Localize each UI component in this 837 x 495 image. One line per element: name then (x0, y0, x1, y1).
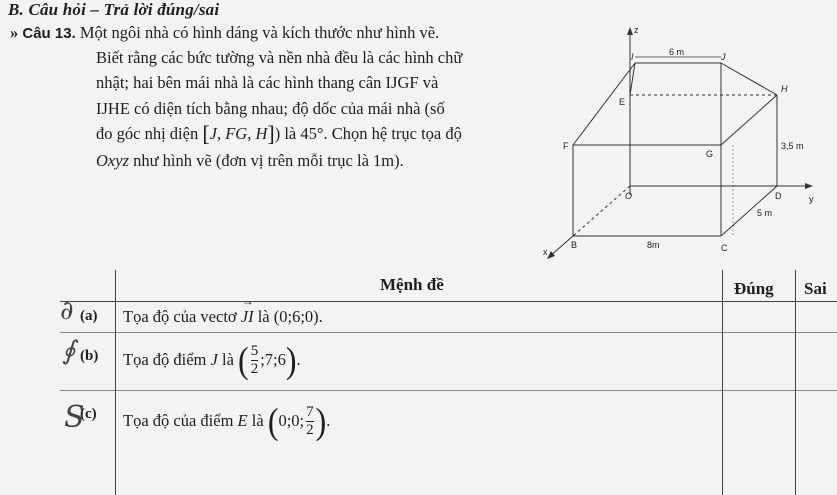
section-title: B. Câu hỏi – Trả lời đúng/sai (8, 0, 220, 19)
header-true: Đúng (734, 279, 774, 298)
row-c-text-b: là (251, 411, 264, 430)
row-c-text-a: Tọa độ của điểm (123, 411, 234, 430)
bullet: » (10, 23, 19, 42)
question-line-6 (96, 148, 404, 173)
label-z: z (634, 25, 639, 35)
row-b-rest: ;7;6 (260, 350, 286, 369)
label-3-5m: 3,5 m (781, 141, 804, 151)
question-line-1 (10, 20, 439, 46)
question-line-3: nhật; hai bên mái nhà là các hình thang cân IJGF và (96, 73, 439, 92)
angle-value: 45° (300, 124, 324, 143)
edge-FI (573, 63, 635, 145)
edge-GH (721, 95, 777, 145)
z-arrow (627, 27, 633, 35)
label-F: F (563, 141, 569, 151)
table-col-divider-2 (722, 270, 723, 495)
table-row-line-2 (60, 332, 837, 333)
row-c-lead: 0;0; (278, 411, 305, 430)
label-G: G (706, 149, 714, 159)
house-figure (543, 25, 828, 265)
q6-text-b: như hình vẽ (đơn vị trên mỗi trục là 1m). (128, 151, 404, 170)
row-c-den: 2 (306, 421, 314, 438)
row-c-end: . (326, 411, 331, 430)
row-c-point: E (237, 411, 248, 430)
label-E: E (619, 97, 626, 107)
handwritten-mark-c: S (64, 400, 85, 435)
handwritten-mark-a: ∂ (60, 296, 74, 326)
x-axis-dashed (573, 186, 633, 236)
question-line-4: IJHE có diện tích bằng nhau; độ dốc của mái nhà (số (96, 99, 445, 118)
dihedral-angle: J, FG, H (209, 124, 268, 143)
question-line-2: Biết rằng các bức tường và nền nhà đều là các hình chữ (96, 48, 463, 67)
row-c-label: (c) (80, 406, 97, 422)
table-row-line-1 (60, 301, 837, 302)
table-col-divider-3 (795, 270, 796, 495)
edge-JH (721, 63, 777, 95)
q5-text-b: ) là (274, 124, 297, 143)
row-b-text-a: Tọa độ điểm (123, 350, 207, 369)
label-D: D (775, 191, 782, 201)
row-c-num: 7 (306, 403, 314, 420)
axis-system: Oxyz (96, 151, 129, 170)
label-6m: 6 m (669, 47, 685, 57)
row-b-point: J (210, 350, 218, 369)
table-col-divider-1 (115, 270, 116, 495)
label-O: O (625, 191, 633, 201)
label-8m: 8m (647, 240, 660, 250)
row-b-den: 2 (250, 360, 259, 377)
header-false: Sai (804, 279, 827, 298)
row-b-label: (b) (80, 348, 99, 364)
y-arrow (805, 183, 813, 189)
row-b-text-b: là (221, 350, 234, 369)
label-B: B (571, 240, 578, 250)
row-a-vector: → JI (241, 307, 254, 327)
row-c-fraction (306, 404, 314, 439)
handwritten-mark-b: ∮ (62, 336, 76, 366)
question-number: Câu 13. (22, 25, 76, 42)
row-a-text (123, 304, 323, 330)
row-c-text: Tọa độ của điểm E là ( 0;0; $\frac{7}{2}$ ) . (123, 400, 331, 442)
row-b-text: Tọa độ điểm J là ( $\frac{5}{2}$ ;7;6 ) . (123, 339, 301, 381)
label-H: H (781, 84, 788, 94)
q5-text-c: . Chọn hệ trục tọa độ (323, 124, 462, 143)
row-a-text-a: Tọa độ của vectơ (123, 307, 237, 326)
label-5m: 5 m (757, 208, 773, 218)
question-text-1: Một ngôi nhà có hình dáng và kích thước như hình vẽ. (79, 23, 440, 42)
table-row-line-3 (60, 390, 837, 391)
label-I: I (631, 52, 634, 62)
row-a-value: (0;6;0). (273, 307, 323, 326)
row-b-end: . (296, 350, 301, 369)
question-line-5: đo góc nhị diện [J, FG, H]) là 45°. Chọn hệ trục tọa độ (96, 121, 462, 146)
label-x: x (543, 247, 548, 257)
header-statement: Mệnh đề (380, 275, 444, 294)
q5-text-a: đo góc nhị diện (96, 124, 199, 143)
label-J: J (721, 52, 726, 62)
row-b-fraction (251, 343, 259, 378)
label-y: y (809, 194, 814, 204)
row-a-label: (a) (80, 308, 98, 324)
label-C: C (721, 243, 728, 253)
row-a-text-b: là (257, 307, 270, 326)
row-b-num: 5 (250, 342, 259, 359)
